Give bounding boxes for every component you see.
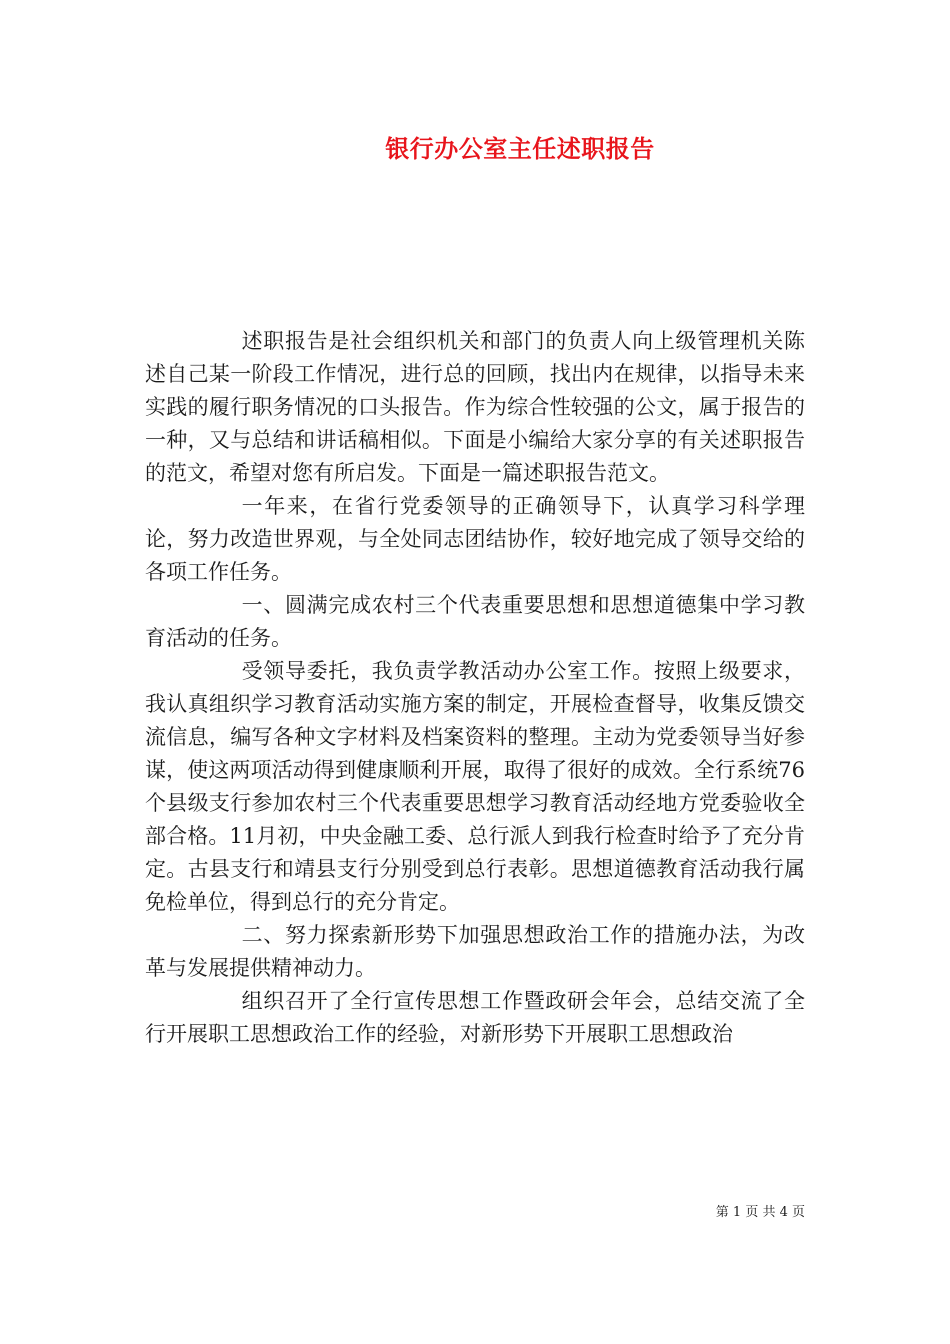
section-heading-1: 一、圆满完成农村三个代表重要思想和思想道德集中学习教育活动的任务。 — [145, 593, 805, 650]
paragraph-overview: 一年来，在省行党委领导的正确领导下，认真学习科学理论，努力改造世界观，与全处同志团结协作，较好地完成了领导交给的各项工作任务。 — [145, 494, 805, 584]
document-title: 银行办公室主任述职报告 — [385, 134, 655, 163]
section-heading-2: 二、努力探索新形势下加强思想政治工作的措施办法，为改革与发展提供精神动力。 — [145, 923, 805, 980]
page-number-footer: 第 1 页 共 4 页 — [715, 1205, 805, 1220]
paragraph-intro: 述职报告是社会组织机关和部门的负责人向上级管理机关陈述自己某一阶段工作情况，进行总的回顾，找出内在规律，以指导未来实践的履行职务情况的口头报告。作为综合性较强的公文，属于报告的一种，又与总结和讲话稿相似。下面是小编给大家分享的有关述职报告的范文，希望对您有所启发。下面是一篇述职报告范文。 — [145, 329, 805, 485]
document-body — [145, 325, 805, 1051]
paragraph-section-2: 组织召开了全行宣传思想工作暨政研会年会，总结交流了全行开展职工思想政治工作的经验，对新形势下开展职工思想政治 — [145, 989, 805, 1046]
paragraph-section-1: 受领导委托，我负责学教活动办公室工作。按照上级要求，我认真组织学习教育活动实施方案的制定，开展检查督导，收集反馈交流信息，编写各种文字材料及档案资料的整理。主动为党委领导当好参谋，使这两项活动得到健康顺利开展，取得了很好的成效。全行系统76个县级支行参加农村三个代表重要思想学习教育活动经地方党委验收全部合格。11月初，中央金融工委、总行派人到我行检查时给予了充分肯定。古县支行和靖县支行分别受到总行表彰。思想道德教育活动我行属免检单位，得到总行的充分肯定。 — [145, 659, 805, 914]
